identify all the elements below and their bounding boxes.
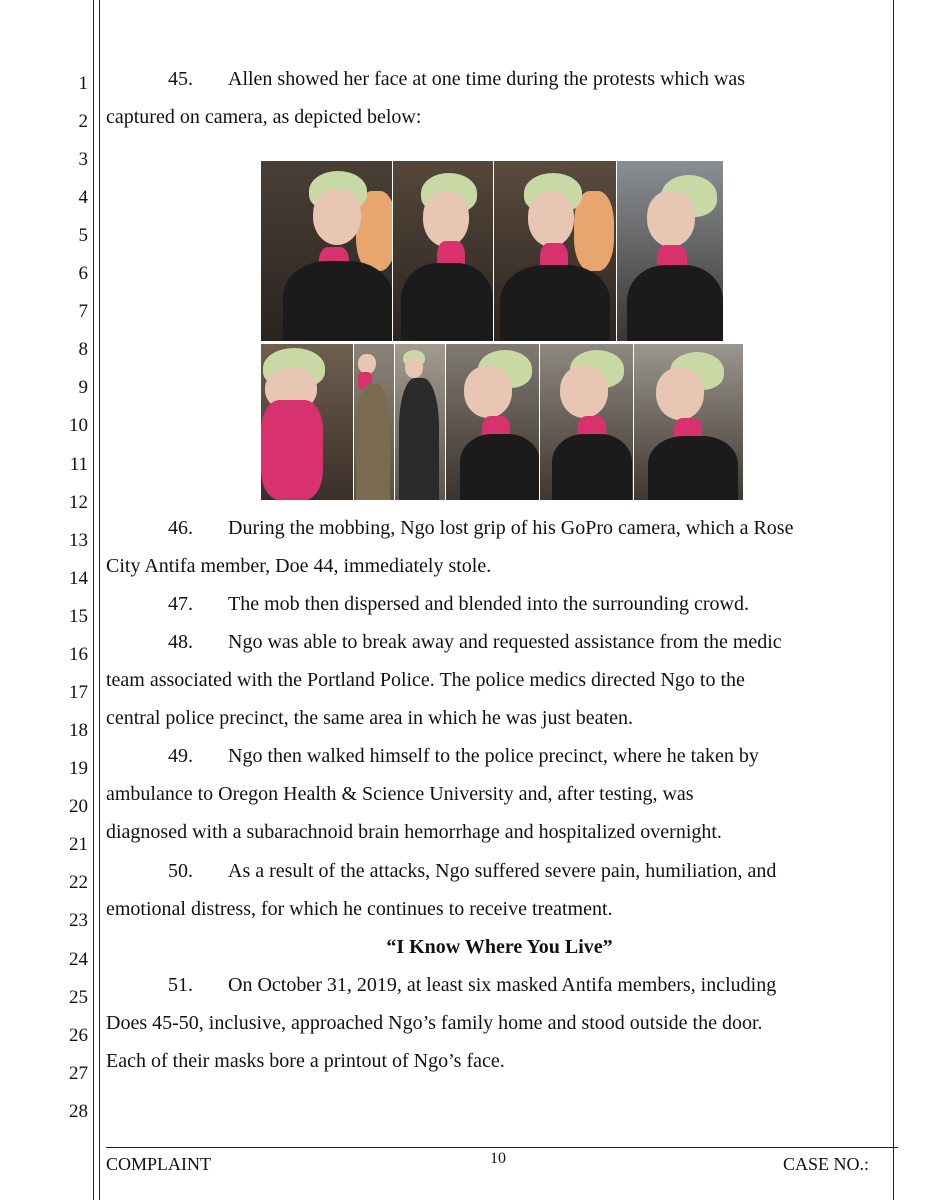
line-number: 8 xyxy=(78,339,88,360)
line-number: 21 xyxy=(69,834,88,855)
photo-bottom-6 xyxy=(634,344,743,500)
footer-rule xyxy=(106,1147,898,1148)
line-number: 9 xyxy=(78,377,88,398)
paragraph-45-line-2: captured on camera, as depicted below: xyxy=(106,106,422,128)
paragraph-text: During the mobbing, Ngo lost grip of his GoPro camera, which a Rose xyxy=(228,517,794,539)
line-number: 25 xyxy=(69,987,88,1008)
footer-page-number: 10 xyxy=(490,1150,506,1167)
line-number: 22 xyxy=(69,872,88,893)
line-number: 17 xyxy=(69,682,88,703)
left-margin-rule-outer xyxy=(93,0,94,1200)
paragraph-number: 45. xyxy=(168,68,193,90)
paragraph-47-line-1 xyxy=(106,593,893,616)
paragraph-45-line-1 xyxy=(106,68,893,91)
line-number: 1 xyxy=(78,73,88,94)
paragraph-number: 51. xyxy=(168,974,193,996)
line-number: 6 xyxy=(78,263,88,284)
paragraph-number: 48. xyxy=(168,631,193,653)
paragraph-51-line-3: Each of their masks bore a printout of Ngo’s face. xyxy=(106,1050,505,1072)
paragraph-48-line-1 xyxy=(106,631,893,654)
line-number: 27 xyxy=(69,1063,88,1084)
line-number: 12 xyxy=(69,492,88,513)
line-number: 23 xyxy=(69,910,88,931)
section-heading: “I Know Where You Live” xyxy=(386,936,613,958)
photo-bottom-2 xyxy=(354,344,394,500)
line-number: 20 xyxy=(69,796,88,817)
right-margin-rule xyxy=(893,0,894,1200)
paragraph-number: 46. xyxy=(168,517,193,539)
photo-bottom-5 xyxy=(540,344,633,500)
line-number: 26 xyxy=(69,1025,88,1046)
footer-title: COMPLAINT xyxy=(106,1154,212,1174)
line-number: 5 xyxy=(78,225,88,246)
paragraph-51-line-2: Does 45-50, inclusive, approached Ngo’s family home and stood outside the door. xyxy=(106,1012,763,1034)
paragraph-48-line-3: central police precinct, the same area in which he was just beaten. xyxy=(106,707,633,729)
paragraph-49-line-1 xyxy=(106,745,893,768)
line-number: 19 xyxy=(69,758,88,779)
line-number: 13 xyxy=(69,530,88,551)
line-number: 7 xyxy=(78,301,88,322)
footer-case-number: CASE NO.: xyxy=(783,1154,870,1174)
paragraph-number: 50. xyxy=(168,860,193,882)
photo-top-4 xyxy=(617,161,723,341)
photo-bottom-1 xyxy=(261,344,353,500)
paragraph-51-line-1 xyxy=(106,974,893,997)
paragraph-text: The mob then dispersed and blended into the surrounding crowd. xyxy=(228,593,749,615)
photo-top-2 xyxy=(393,161,493,341)
photo-top-3 xyxy=(494,161,616,341)
line-number: 18 xyxy=(69,720,88,741)
paragraph-46-line-2: City Antifa member, Doe 44, immediately stole. xyxy=(106,555,492,577)
line-number: 3 xyxy=(78,149,88,170)
paragraph-49-line-2: ambulance to Oregon Health & Science University and, after testing, was xyxy=(106,783,694,805)
left-margin-rule-inner xyxy=(99,0,100,1200)
paragraph-46-line-1 xyxy=(106,517,893,540)
line-number: 28 xyxy=(69,1101,88,1122)
line-number: 4 xyxy=(78,187,88,208)
line-number: 14 xyxy=(69,568,88,589)
paragraph-text: As a result of the attacks, Ngo suffered severe pain, humiliation, and xyxy=(228,860,777,882)
line-number: 24 xyxy=(69,949,88,970)
paragraph-text: Ngo was able to break away and requested assistance from the medic xyxy=(228,631,782,653)
line-number: 11 xyxy=(69,454,88,475)
paragraph-50-line-2: emotional distress, for which he continues to receive treatment. xyxy=(106,898,613,920)
photo-bottom-4 xyxy=(446,344,539,500)
paragraph-48-line-2: team associated with the Portland Police. The police medics directed Ngo to the xyxy=(106,669,745,691)
paragraph-number: 49. xyxy=(168,745,193,767)
line-number: 2 xyxy=(78,111,88,132)
paragraph-text: Ngo then walked himself to the police precinct, where he taken by xyxy=(228,745,759,767)
line-number: 16 xyxy=(69,644,88,665)
paragraph-text: On October 31, 2019, at least six masked Antifa members, including xyxy=(228,974,777,996)
paragraph-49-line-3: diagnosed with a subarachnoid brain hemorrhage and hospitalized overnight. xyxy=(106,821,722,843)
line-number: 15 xyxy=(69,606,88,627)
paragraph-text: Allen showed her face at one time during the protests which was xyxy=(228,68,746,90)
line-number: 10 xyxy=(69,415,88,436)
photo-bottom-3 xyxy=(395,344,445,500)
photo-top-1 xyxy=(261,161,392,341)
paragraph-number: 47. xyxy=(168,593,193,615)
paragraph-50-line-1 xyxy=(106,860,893,883)
